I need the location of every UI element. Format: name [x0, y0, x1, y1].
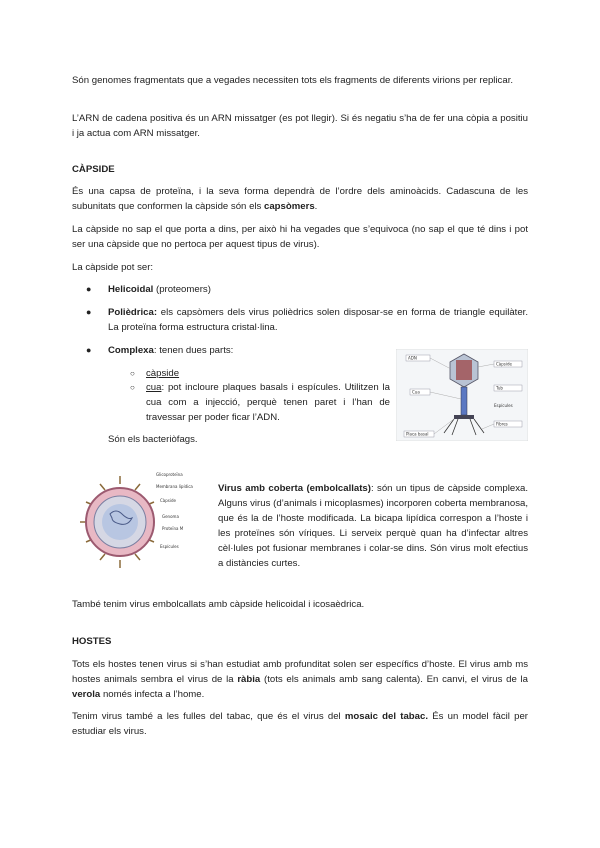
section-heading-capside: CÀPSIDE: [72, 164, 115, 175]
bacteriophage-diagram: [396, 349, 528, 441]
virus-label: Espícules: [160, 544, 179, 549]
phage-label: Cua: [412, 389, 420, 395]
intro-paragraph-1: Són genomes fragmentats que a vegades necessiten tots els fragments de diferents virions per replicar.: [72, 75, 514, 86]
capside-paragraph-1: És una capsa de proteïna, i la seva forma dependrà de l’ordre dels aminoàcids. Cadascuna de les subunitats que conformen la càpside són els capsòmers.: [72, 186, 528, 212]
capside-paragraph-after: També tenim virus embolcallats amb càpside helicoidal i icosaèdrica.: [72, 599, 365, 610]
phage-label: Tub: [496, 385, 503, 391]
intro-paragraph-2: L’ARN de cadena positiva és un ARN missatger (es pot llegir). Si és negatiu s’ha de fer una còpia a positiu i ja actua com ARN missatger.: [72, 113, 528, 139]
phage-label: Càpside: [496, 361, 512, 367]
section-heading-hostes: HOSTES: [72, 636, 112, 647]
virus-label: Proteïna M: [162, 526, 184, 531]
capside-paragraph-2: La càpside no sap el que porta a dins, per això hi ha vegades que s’equivoca (no sap el que té dins i pot ser una càpside que no pertoca per aquest tipus de virus).: [72, 224, 528, 250]
capside-paragraph-3: La càpside pot ser:: [72, 262, 154, 273]
phage-label: ADN: [408, 355, 417, 361]
phage-label: Fibres: [496, 421, 508, 427]
virus-label: Membrana lipídica: [156, 484, 193, 489]
bacteriophage-note: Són els bacteriòfags.: [108, 434, 198, 445]
hostes-paragraph-2: Tenim virus també a les fulles del tabac, que és el virus del mosaic del tabac. És un model fàcil per estudiar els virus.: [72, 711, 528, 737]
virus-label: Càpside: [160, 498, 176, 503]
virus-label: Genoma: [162, 514, 179, 519]
phage-label: Espícules: [494, 403, 513, 408]
virus-label: Glicoproteïna: [156, 472, 183, 477]
phage-label: Placa basal: [406, 431, 429, 437]
hostes-paragraph-1: Tots els hostes tenen virus si s’han estudiat amb profunditat solen ser específics d’hoste. El virus amb ms hostes animals sembra el virus de la ràbia (tots els animals amb sang calenta). En canvi, el virus de la verola només infecta a l’home.: [72, 659, 528, 700]
enveloped-virus-paragraph: Virus amb coberta (embolcallats): són un tipus de càpside complexa. Alguns virus (d’animals i micoplasmes) incorporen coberta membranosa, que és la de l’hoste modificada. La bicapa lipídica correspon a l’hoste i les proteïnes són víriques. Li serveix perquè quan ha d’infectar altres cèl·lules pot fusionar membranes i colar-se dins. Són virus molt efectius a distàncies curtes.: [218, 483, 528, 569]
enveloped-virus-diagram: [72, 468, 212, 576]
